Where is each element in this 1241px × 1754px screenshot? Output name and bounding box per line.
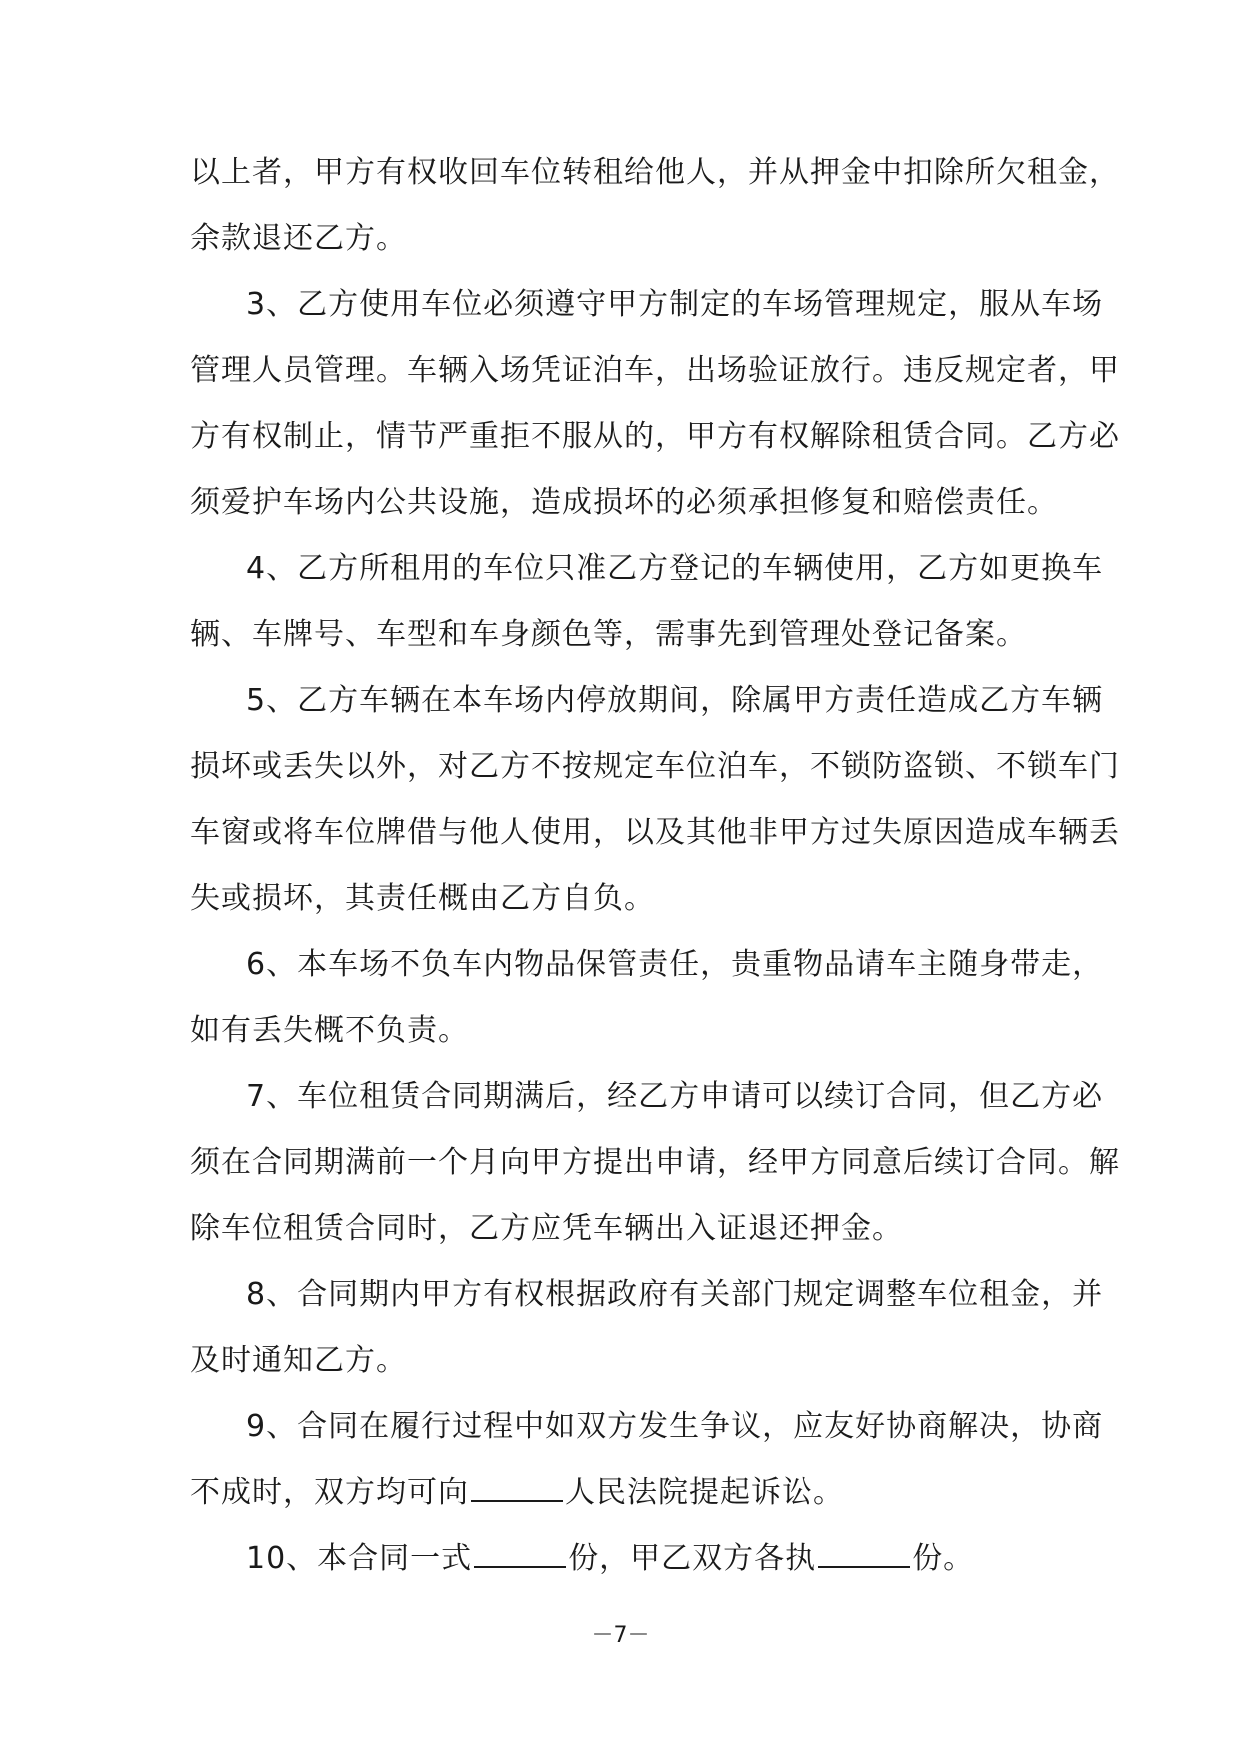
text-line: 余款退还乙方。 xyxy=(190,221,407,256)
document-body xyxy=(190,140,1120,1592)
clause-10-line xyxy=(190,1526,1060,1592)
copies-total-blank[interactable] xyxy=(474,1542,566,1568)
court-name-blank[interactable] xyxy=(471,1476,563,1502)
clause-5-line: 损坏或丢失以外，对乙方不按规定车位泊车，不锁防盗锁、不锁车门 xyxy=(190,749,1120,784)
clause-6-line: 6、本车场不负车内物品保管责任，贵重物品请车主随身带走， xyxy=(246,947,1104,982)
clause-10-text: 10、本合同一式 xyxy=(246,1541,473,1576)
clause-3-line: 管理人员管理。车辆入场凭证泊车，出场验证放行。违反规定者，甲 xyxy=(190,353,1120,388)
clause-9-line xyxy=(190,1460,1060,1526)
clause-7-line: 除车位租赁合同时，乙方应凭车辆出入证退还押金。 xyxy=(190,1211,903,1246)
page-number: －7－ xyxy=(591,1623,650,1648)
clause-3-line: 3、乙方使用车位必须遵守甲方制定的车场管理规定，服从车场 xyxy=(246,287,1104,322)
clause-6-line: 如有丢失概不负责。 xyxy=(190,1013,469,1048)
clause-7-line: 须在合同期满前一个月向甲方提出申请，经甲方同意后续订合同。解 xyxy=(190,1145,1120,1180)
clause-7-line: 7、车位租赁合同期满后，经乙方申请可以续订合同，但乙方必 xyxy=(246,1079,1104,1114)
clause-5-line: 车窗或将车位牌借与他人使用，以及其他非甲方过失原因造成车辆丢 xyxy=(190,815,1120,850)
clause-8-line: 8、合同期内甲方有权根据政府有关部门规定调整车位租金，并 xyxy=(246,1277,1104,1312)
clause-3-line: 方有权制止，情节严重拒不服从的，甲方有权解除租赁合同。乙方必 xyxy=(190,419,1120,454)
clause-9-line: 9、合同在履行过程中如双方发生争议，应友好协商解决，协商 xyxy=(246,1409,1104,1444)
clause-4-line: 4、乙方所租用的车位只准乙方登记的车辆使用，乙方如更换车 xyxy=(246,551,1104,586)
copies-each-blank[interactable] xyxy=(818,1542,910,1568)
clause-8-line: 及时通知乙方。 xyxy=(190,1343,407,1378)
clause-4-line: 辆、车牌号、车型和车身颜色等，需事先到管理处登记备案。 xyxy=(190,617,1027,652)
clause-10-text: 份。 xyxy=(912,1541,975,1576)
clause-9-text: 人民法院提起诉讼。 xyxy=(565,1475,844,1510)
clause-9-text: 不成时，双方均可向 xyxy=(190,1475,469,1510)
text-line: 以上者，甲方有权收回车位转租给他人，并从押金中扣除所欠租金， xyxy=(190,155,1120,190)
clause-10-text: 份，甲乙双方各执 xyxy=(568,1541,817,1576)
clause-5-line: 5、乙方车辆在本车场内停放期间，除属甲方责任造成乙方车辆 xyxy=(246,683,1104,718)
clause-5-line: 失或损坏，其责任概由乙方自负。 xyxy=(190,881,655,916)
clause-3-line: 须爱护车场内公共设施，造成损坏的必须承担修复和赔偿责任。 xyxy=(190,485,1058,520)
